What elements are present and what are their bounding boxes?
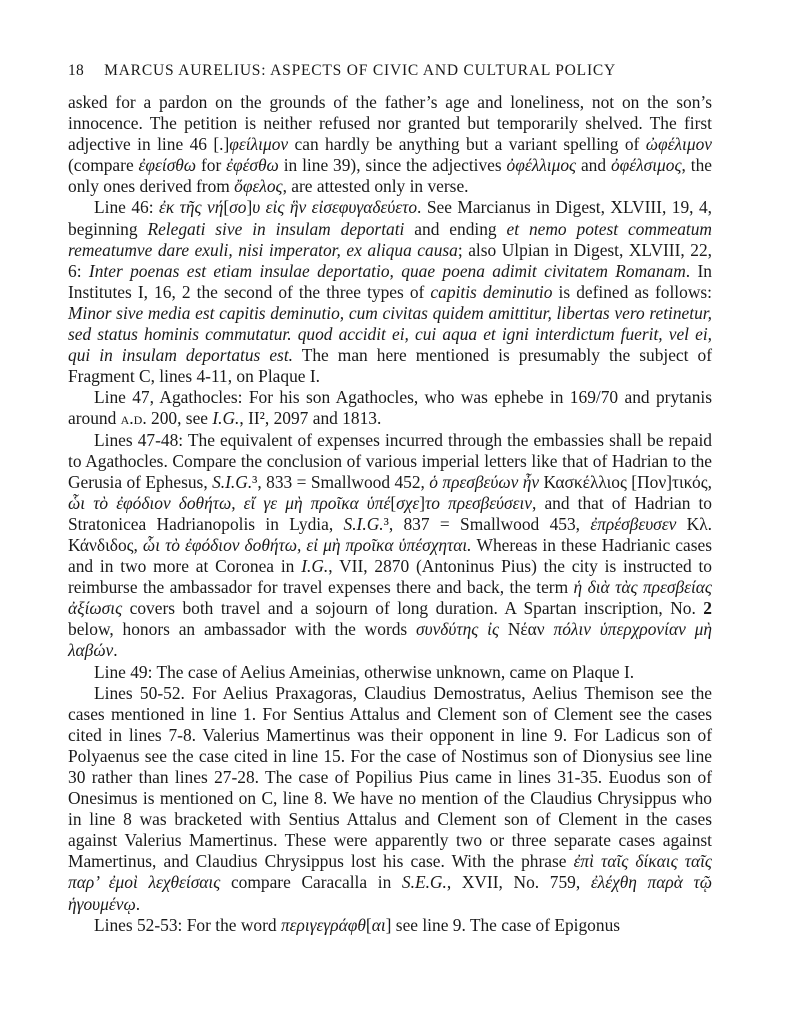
paragraph: Line 46: ἐκ τῆς νή[σο]υ εἰς ἣν εἰσεφυγαδεύετο. See Marcianus in Digest, XLVIII, 19, 4, beginning Relegati sive in insulam deportati and ending et nemo potest commeatum remeatumve dare exuli, nisi imperator, ex aliqua causa; also Ulpian in Digest, XLVIII, 22, 6: Inter poenas est etiam insulae deportatio, quae poena adimit civitatem Romanam. In Institutes I, 16, 2 the second of the three types of capitis deminutio is defined as follows: Minor sive media est capitis deminutio, cum civitas quidem amittitur, libertas vero retinetur, sed status hominis commutatur. quod accidit ei, cui aqua et igni interdictum fuerit, vel ei, qui in insulam deportatus est. The man here mentioned is presumably the subject of Fragment C, lines 4-11, on Plaque I. (68, 197, 713, 387)
paragraph: asked for a pardon on the grounds of the father’s age and loneliness, not on the son’s innocence. The petition is neither refused nor granted but temporarily shelved. The first adjective in line 46 [.]φείλιμον can hardly be anything but a variant spelling of ὠφέλιμον (compare ἐφείσθω for ἐφέσθω in line 39), since the adjectives ὀφέλλιμος and ὀφέλσιμος, the only ones derived from ὄφελος, are attested only in verse. (68, 92, 712, 197)
book-page (68, 62, 712, 936)
body-text (68, 92, 712, 936)
paragraph: Line 47, Agathocles: For his son Agathocles, who was ephebe in 169/70 and prytanis around a.d. 200, see I.G., II², 2097 and 1813. (68, 387, 712, 429)
running-head (68, 62, 712, 80)
running-title: MARCUS AURELIUS: ASPECTS OF CIVIC AND CULTURAL POLICY (104, 62, 617, 79)
paragraph: Lines 50-52. For Aelius Praxagoras, Claudius Demostratus, Aelius Themison see the cases mentioned in line 1. For Sentius Attalus and Clement son of Clement see the cases cited in lines 7-8. Valerius Mamertinus was their opponent in line 9. For Ladicus son of Polyaenus see the case cited in line 15. For the case of Nostimus son of Dionysius see line 30 rather than lines 27-28. The case of Popilius Pius came in lines 31-35. Euodus son of Onesimus is mentioned on C, line 8. We have no mention of the Claudius Chrysippus who in line 8 was bracketed with Sentius Attalus and Clement son of Clement in the cases against Valerius Mamertinus. These were apparently two or three separate cases against Mamertinus, and Claudius Chrysippus lost his case. With the phrase ἐπὶ ταῖς δίκαις ταῖς παρ’ ἐμοὶ λεχθείσαις compare Caracalla in S.E.G., XVII, No. 759, ἐλέχθη παρὰ τῷ ἡγουμένῳ. (68, 682, 712, 914)
page-number: 18 (68, 62, 85, 79)
paragraph: Lines 47-48: The equivalent of expenses incurred through the embassies shall be repaid to Agathocles. Compare the conclusion of various imperial letters like that of Hadrian to the Gerusia of Ephesus, S.I.G.³, 833 = Smallwood 452, ὁ πρεσβεύων ἦν Κασκέλλιος [Πον]τικός, ὧι τὸ ἐφόδιον δοθήτω, εἴ γε μὴ προῖκα ὑπέ[σχε]το πρεσβεύσειν, and that of Hadrian to Stratonicea Hadrianopolis in Lydia, S.I.G.³, 837 = Smallwood 453, ἐπρέσβευσεν Κλ. Κάνδιδος, ὧι τὸ ἐφόδιον δοθήτω, εἰ μὴ προῖκα ὑπέσχηται. Whereas in these Hadrianic cases and in two more at Coronea in I.G., VII, 2870 (Antoninus Pius) the city is instructed to reimburse the ambassador for travel expenses there and back, the term ἡ διὰ τὰς πρεσβείας ἀξίωσις covers both travel and a sojourn of long duration. A Spartan inscription, No. 2 below, honors an ambassador with the words συνδύτης ἰς Νέαν πόλιν ὑπερχρονίαν μὴ λαβών. (68, 429, 713, 661)
paragraph: Line 49: The case of Aelius Ameinias, otherwise unknown, came on Plaque I. (94, 661, 635, 682)
paragraph: Lines 52-53: For the word περιγεγράφθ[αι] see line 9. The case of Epigonus (94, 914, 621, 935)
